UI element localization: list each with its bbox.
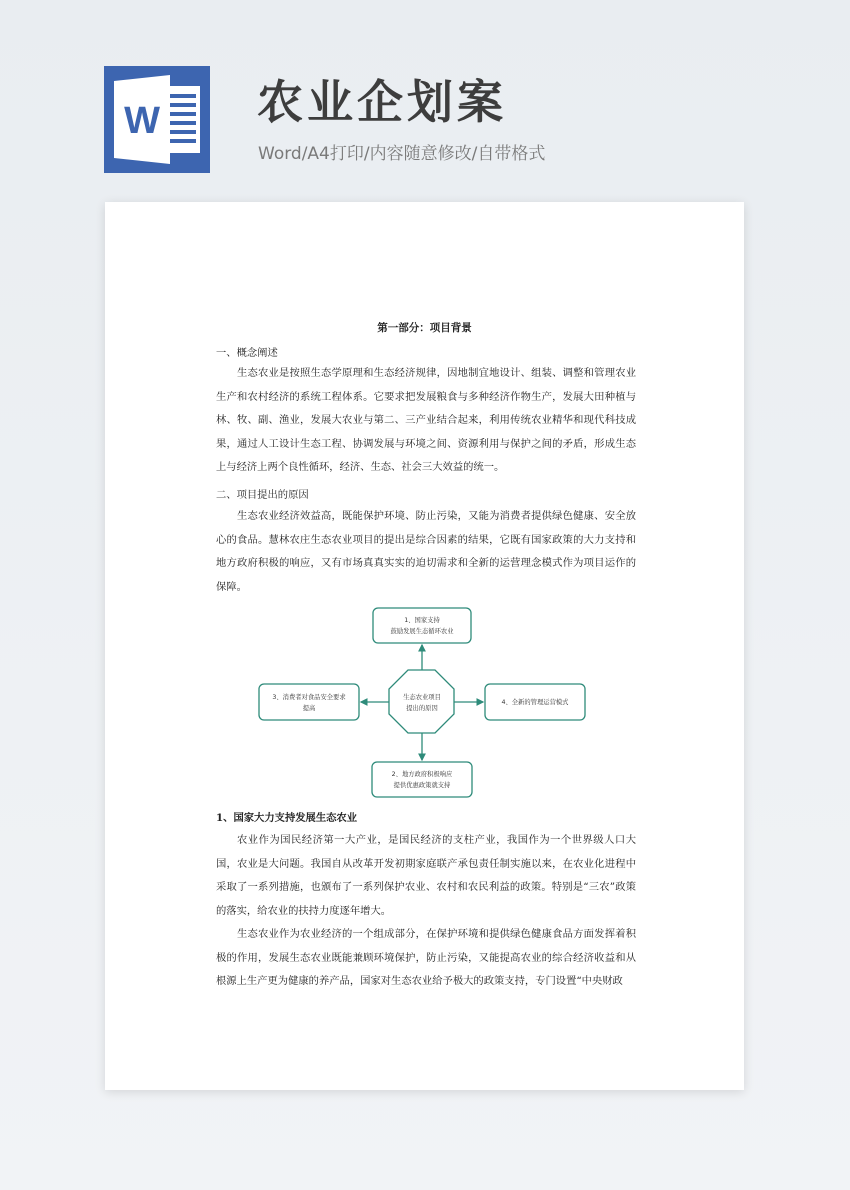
- reasons-diagram: [255, 602, 590, 802]
- word-logo: [104, 66, 210, 173]
- page-subtitle: Word/A4打印/内容随意修改/自带格式: [258, 144, 546, 164]
- section1-title: 一、概念阐述: [216, 347, 278, 359]
- right-box-line1: 4、全新的管理运营模式: [501, 699, 569, 706]
- page-title: 农业企划案: [257, 75, 507, 129]
- left-box: [259, 684, 359, 720]
- top-box-line2: 鼓励发展生态循环农业: [390, 628, 454, 635]
- center-line2: 提出的原因: [406, 705, 438, 712]
- section1-paragraph: 生态农业是按照生态学原理和生态经济规律，因地制宜地设计、组装、调整和管理农业生产和农村经济的系统工程体系。它要求把发展粮食与多种经济作物生产，发展大田种植与林、牧、副、渔业，发展大农业与第二、三产业结合起来，利用传统农业精华和现代科技成果，通过人工设计生态工程、协调发展与环境之间、资源利用与保护之间的矛盾，形成生态上与经济上两个良性循环，经济、生态、社会三大效益的统一。: [216, 367, 636, 474]
- center-octagon: [389, 670, 454, 733]
- section2-title: 二、项目提出的原因: [216, 489, 309, 501]
- subsection1-title: 1、国家大力支持发展生态农业: [216, 812, 358, 824]
- document-heading: 第一部分：项目背景: [377, 322, 472, 334]
- section2-paragraph: 生态农业经济效益高，既能保护环境、防止污染，又能为消费者提供绿色健康、安全放心的食品。慧林农庄生态农业项目的提出是综合因素的结果，它既有国家政策的大力支持和地方政府积极的响应，又有市场真真实实的迫切需求和全新的运营理念模式作为项目运作的保障。: [216, 510, 636, 593]
- document-page: [105, 202, 744, 1090]
- bottom-box: [372, 762, 472, 797]
- top-box-line1: 1、国家支持: [404, 617, 440, 624]
- left-box-line2: 提高: [302, 705, 316, 712]
- bottom-box-line1: 2、地方政府积极响应: [391, 771, 453, 778]
- left-box-line1: 3、消费者对食品安全要求: [272, 694, 346, 701]
- word-logo-letter: W: [124, 100, 160, 142]
- document-body: [105, 202, 744, 1090]
- center-line1: 生态农业项目: [403, 694, 441, 701]
- paragraph-3: 农业作为国民经济第一大产业，是国民经济的支柱产业，我国作为一个世界级人口大国，农业是大问题。我国自从改革开发初期家庭联产承包责任制实施以来，在农业化进程中采取了一系列措施，也颁布了一系列保护农业、农村和农民利益的政策。特别是“三农”政策的落实，给农业的扶持力度逐年增大。: [216, 834, 636, 917]
- bottom-box-line2: 提供优惠政策就支持: [393, 782, 451, 789]
- top-box: [373, 608, 471, 643]
- paragraph-4: 生态农业作为农业经济的一个组成部分，在保护环境和提供绿色健康食品方面发挥着积极的作用，发展生态农业既能兼顾环境保护，防止污染，又能提高农业的综合经济收益和从根源上生产更为健康的养产品，国家对生态农业给予极大的政策支持，专门设置“中央财政: [216, 928, 636, 988]
